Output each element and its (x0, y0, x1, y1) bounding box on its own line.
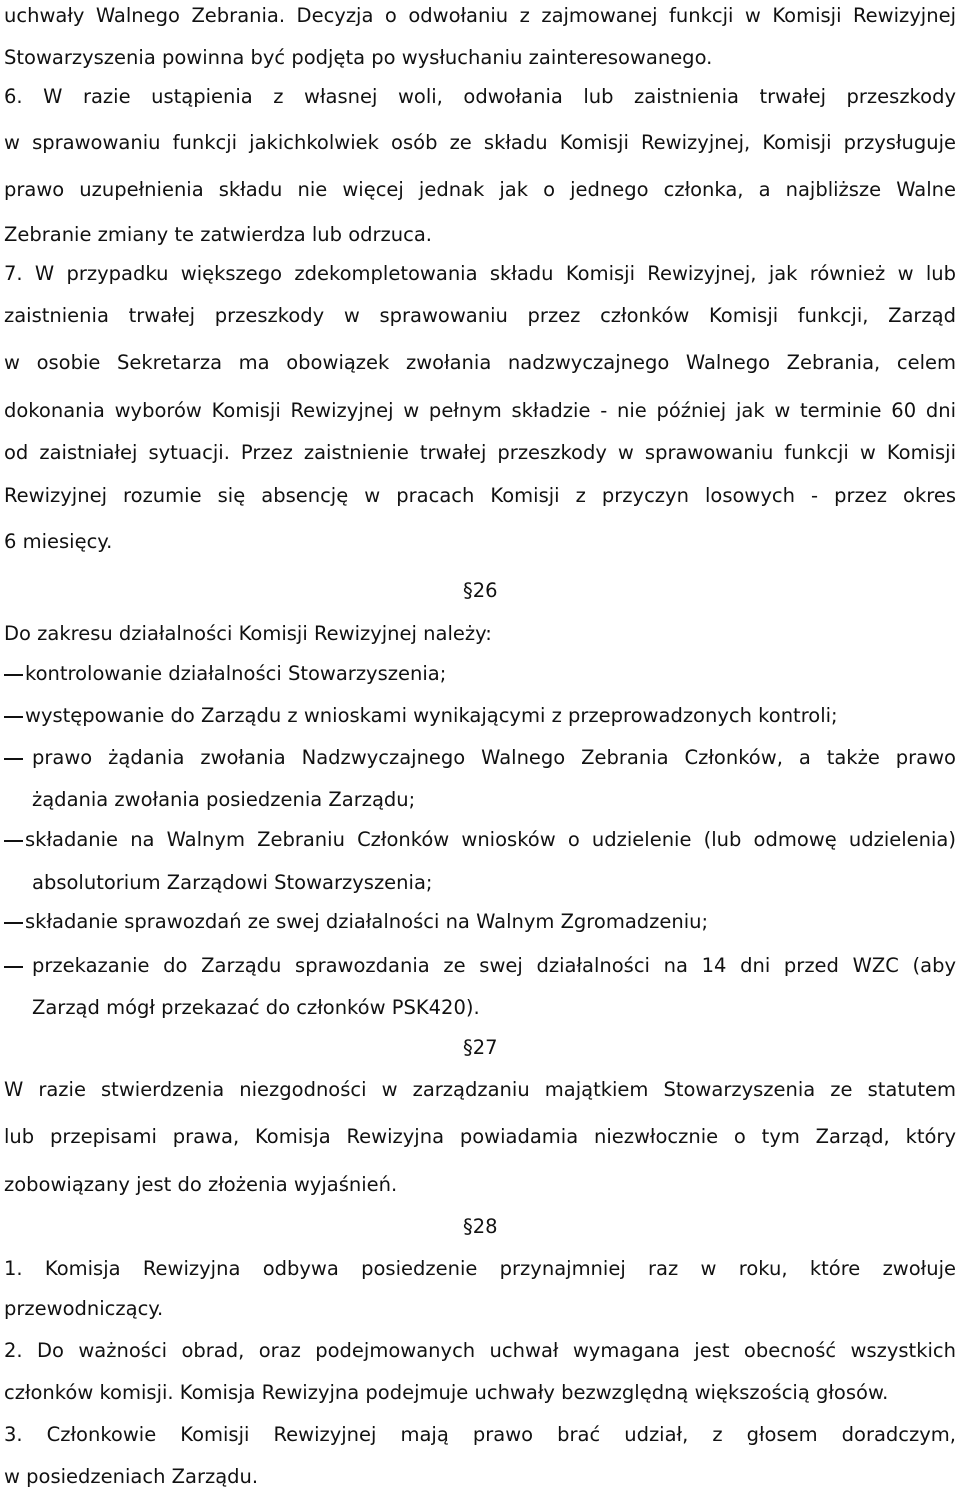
list-item-continuation: Zarząd mógł przekazać do członków PSK420). (32, 996, 480, 1019)
paragraph-line: 7. W przypadku większego zdekompletowania składu Komisji Rewizyjnej, jak również w lub (4, 262, 956, 285)
paragraph-line: uchwały Walnego Zebrania. Decyzja o odwołaniu z zajmowanej funkcji w Komisji Rewizyjnej (4, 4, 956, 27)
paragraph-line: w sprawowaniu funkcji jakichkolwiek osób ze składu Komisji Rewizyjnej, Komisji przysługuje (4, 131, 956, 154)
section-sign-icon: § (463, 1215, 473, 1238)
list-item: przekazanie do Zarządu sprawozdania ze swej działalności na 14 dni przed WZC (aby (32, 954, 956, 977)
section-heading-26: §26 (463, 579, 498, 602)
list-item: składanie na Walnym Zebraniu Członków wniosków o udzielenie (lub odmowę udzielenia) (25, 828, 956, 851)
dash-bullet-icon (4, 840, 23, 842)
paragraph-line: 1. Komisja Rewizyjna odbywa posiedzenie przynajmniej raz w roku, które zwołuje (4, 1257, 956, 1280)
list-item: kontrolowanie działalności Stowarzyszenia; (25, 662, 447, 685)
paragraph-line: od zaistniałej sytuacji. Przez zaistnienie trwałej przeszkody w sprawowaniu funkcji w Komisji (4, 441, 956, 464)
paragraph-line: 2. Do ważności obrad, oraz podejmowanych uchwał wymagana jest obecność wszystkich (4, 1339, 956, 1362)
paragraph-line: dokonania wyborów Komisji Rewizyjnej w pełnym składzie - nie później jak w terminie 60 dni (4, 399, 956, 422)
paragraph-line: zobowiązany jest do złożenia wyjaśnień. (4, 1173, 398, 1196)
dash-bullet-icon (4, 758, 23, 760)
paragraph-line: Zebranie zmiany te zatwierdza lub odrzuca. (4, 223, 432, 246)
section-intro: Do zakresu działalności Komisji Rewizyjnej należy: (4, 622, 492, 645)
paragraph-line: w osobie Sekretarza ma obowiązek zwołania nadzwyczajnego Walnego Zebrania, celem (4, 351, 956, 374)
section-heading-28: §28 (463, 1215, 498, 1238)
paragraph-line: w posiedzeniach Zarządu. (4, 1465, 259, 1488)
paragraph-line: 6 miesięcy. (4, 530, 113, 553)
list-item: prawo żądania zwołania Nadzwyczajnego Walnego Zebrania Członków, a także prawo (32, 746, 956, 769)
section-heading-27: §27 (463, 1036, 498, 1059)
dash-bullet-icon (4, 716, 23, 718)
dash-bullet-icon (4, 922, 23, 924)
list-item: składanie sprawozdań ze swej działalności na Walnym Zgromadzeniu; (25, 910, 709, 933)
paragraph-line: W razie stwierdzenia niezgodności w zarządzaniu majątkiem Stowarzyszenia ze statutem (4, 1078, 956, 1101)
paragraph-line: prawo uzupełnienia składu nie więcej jednak jak o jednego członka, a najbliższe Walne (4, 178, 956, 201)
paragraph-line: przewodniczący. (4, 1297, 164, 1320)
paragraph-line: 6. W razie ustąpienia z własnej woli, odwołania lub zaistnienia trwałej przeszkody (4, 85, 956, 108)
dash-bullet-icon (4, 966, 23, 968)
paragraph-line: Rewizyjnej rozumie się absencję w pracach Komisji z przyczyn losowych - przez okres (4, 484, 956, 507)
paragraph-line: 3. Członkowie Komisji Rewizyjnej mają prawo brać udział, z głosem doradczym, (4, 1423, 956, 1446)
list-item-continuation: żądania zwołania posiedzenia Zarządu; (32, 788, 416, 811)
paragraph-line: Stowarzyszenia powinna być podjęta po wysłuchaniu zainteresowanego. (4, 46, 713, 69)
section-sign-icon: § (463, 579, 473, 602)
paragraph-line: zaistnienia trwałej przeszkody w sprawowaniu przez członków Komisji funkcji, Zarząd (4, 304, 956, 327)
paragraph-line: członków komisji. Komisja Rewizyjna podejmuje uchwały bezwzględną większością głosów. (4, 1381, 889, 1404)
section-sign-icon: § (463, 1036, 473, 1059)
list-item-continuation: absolutorium Zarządowi Stowarzyszenia; (32, 871, 433, 894)
paragraph-line: lub przepisami prawa, Komisja Rewizyjna powiadamia niezwłocznie o tym Zarząd, który (4, 1125, 956, 1148)
dash-bullet-icon (4, 674, 23, 676)
list-item: występowanie do Zarządu z wnioskami wynikającymi z przeprowadzonych kontroli; (25, 704, 838, 727)
